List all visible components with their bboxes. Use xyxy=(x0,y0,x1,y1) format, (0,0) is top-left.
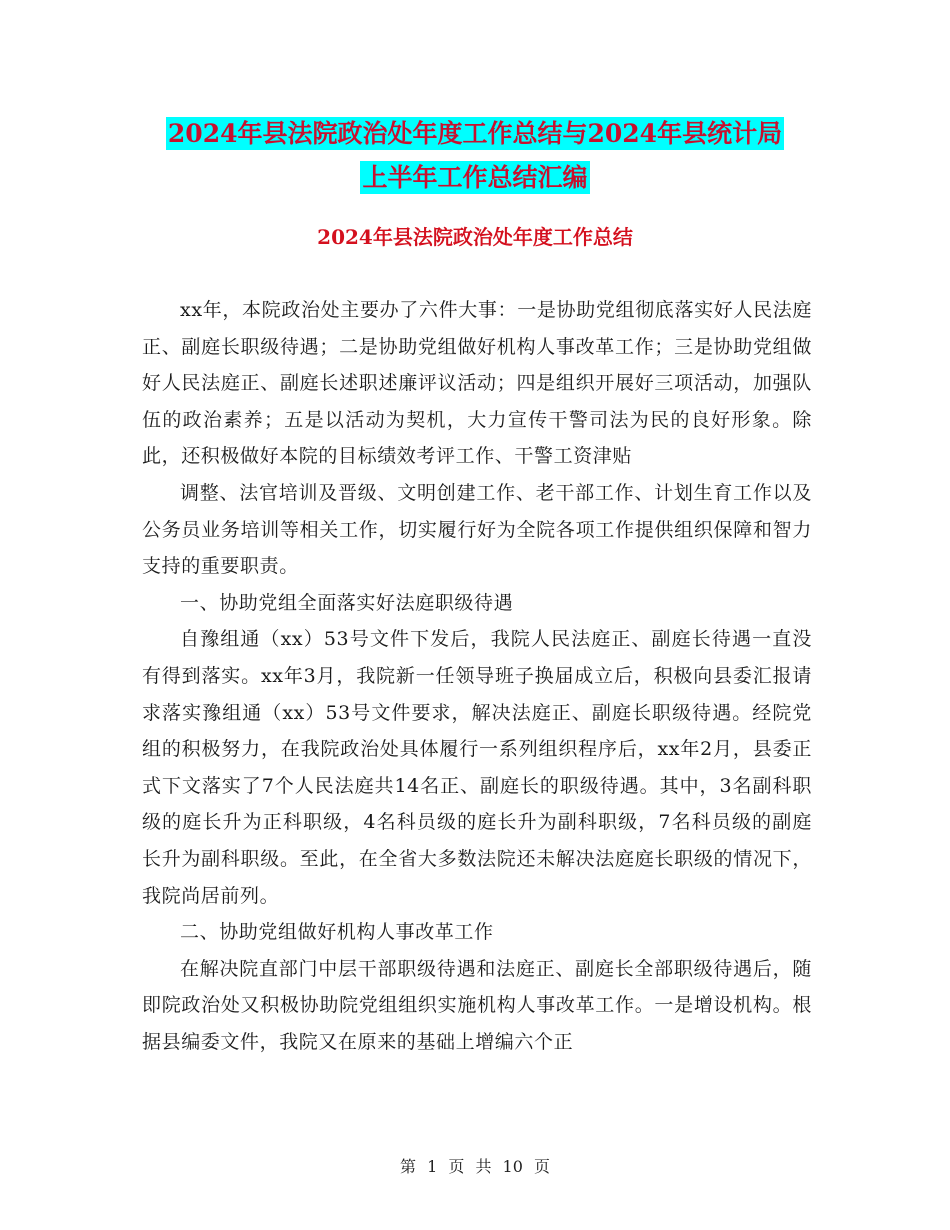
document-title xyxy=(140,112,810,200)
document-body xyxy=(142,292,812,1060)
document-title-line2: 上半年工作总结汇编 xyxy=(362,163,588,192)
paragraph: xx年，本院政治处主要办了六件大事：一是协助党组彻底落实好人民法庭正、副庭长职级待遇；二是协助党组做好机构人事改革工作；三是协助党组做好人民法庭正、副庭长述职述廉评议活动；四是组织开展好三项活动，加强队伍的政治素养；五是以活动为契机，大力宣传干警司法为民的良好形象。除此，还积极做好本院的目标绩效考评工作、干警工资津贴 xyxy=(142,299,812,468)
document-title-line1: 2024年县法院政治处年度工作总结与2024年县统计局 xyxy=(167,119,783,148)
paragraph: 在解决院直部门中层干部职级待遇和法庭正、副庭长全部职级待遇后，随即院政治处又积极协助院党组组织实施机构人事改革工作。一是增设机构。根据县编委文件，我院又在原来的基础上增编六个正 xyxy=(142,957,812,1053)
page-number-footer: 第 1 页 共 10 页 xyxy=(400,1157,550,1176)
section-title: 2024年县法院政治处年度工作总结 xyxy=(317,225,633,249)
paragraph: 调整、法官培训及晋级、文明创建工作、老干部工作、计划生育工作以及公务员业务培训等相关工作，切实履行好为全院各项工作提供组织保障和智力支持的重要职责。 xyxy=(142,481,812,578)
section-heading: 二、协助党组做好机构人事改革工作 xyxy=(180,921,494,944)
section-heading: 一、协助党组全面落实好法庭职级待遇 xyxy=(180,591,514,614)
paragraph: 自豫组通（xx）53号文件下发后，我院人民法庭正、副庭长待遇一直没有得到落实。xx年3月，我院新一任领导班子换届成立后，积极向县委汇报请求落实豫组通（xx）53号文件要求，解决法庭正、副庭长职级待遇。经院党组的积极努力，在我院政治处具体履行一系列组织程序后，xx年2月，县委正式下文落实了7个人民法庭共14名正、副庭长的职级待遇。其中，3名副科职级的庭长升为正科职级，4名科员级的庭长升为副科职级，7名科员级的副庭长升为副科职级。至此，在全省大多数法院还未解决法庭庭长职级的情况下，我院尚居前列。 xyxy=(142,628,812,907)
